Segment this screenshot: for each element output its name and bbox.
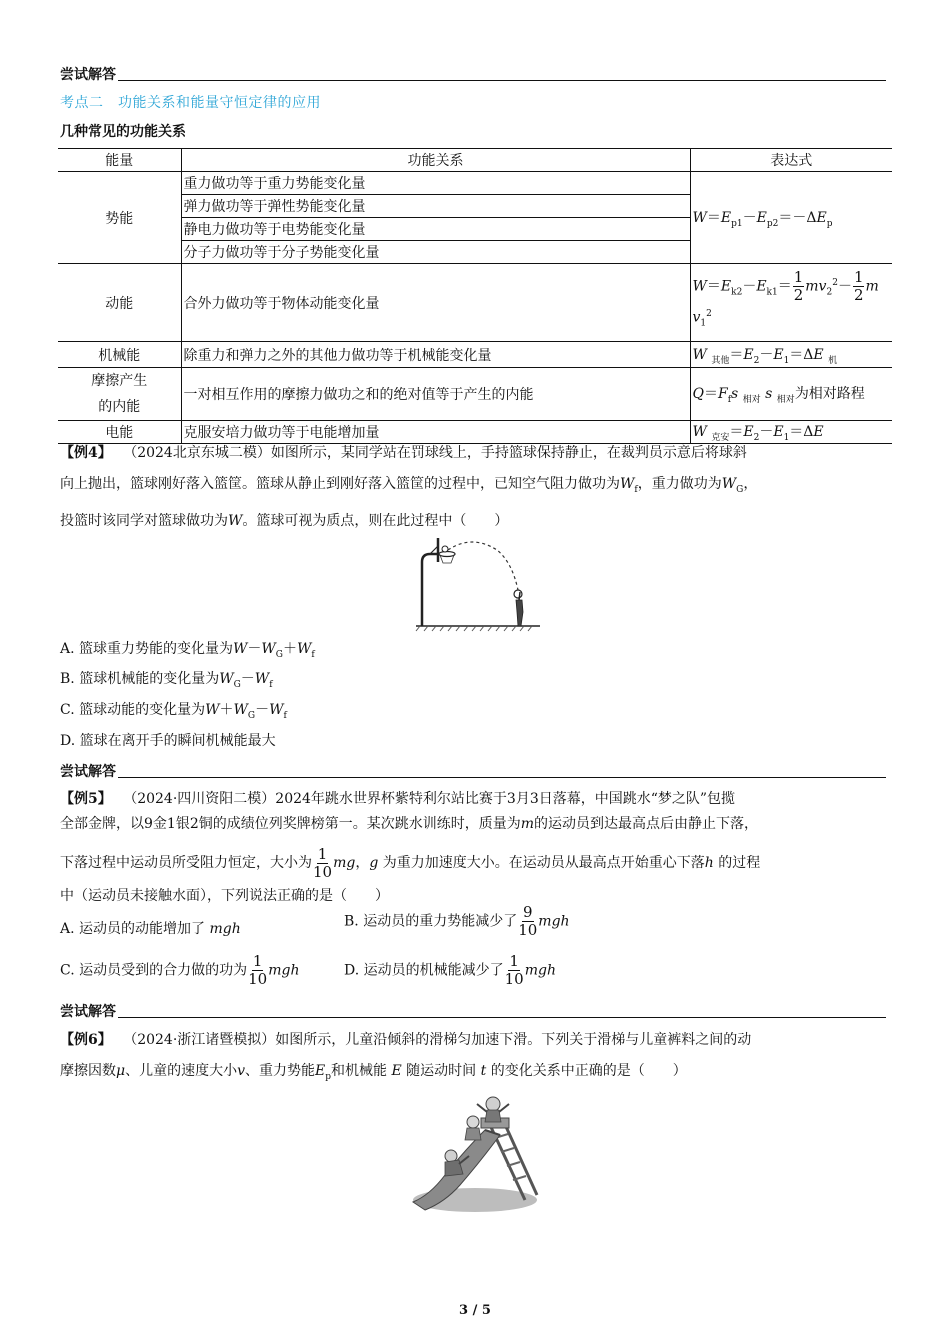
potential-label: 势能 <box>58 172 181 264</box>
relation-kinetic: 合外力做功等于物体动能变化量 <box>181 264 690 342</box>
answer-line-ex4[interactable]: 尝试解答 <box>60 761 886 781</box>
ex4-option-d[interactable]: D. 篮球在离开手的瞬间机械能最大 <box>60 733 276 749</box>
answer-line-ex5[interactable]: 尝试解答 <box>60 1001 886 1021</box>
relation-electric: 静电力做功等于电势能变化量 <box>181 218 690 241</box>
mechanical-expression: W $_{其他}=E_2-E_1=\Delta E$ $_机$ <box>690 342 892 368</box>
friction-label: 摩擦产生 的内能 <box>58 368 181 421</box>
ex5-option-d[interactable]: D. 运动员的机械能减少了 $\frac{1}{10}$ mgh <box>344 952 556 988</box>
relation-mechanical: 除重力和弹力之外的其他力做功等于机械能变化量 <box>181 342 690 368</box>
relation-molecular: 分子力做功等于分子势能变化量 <box>181 241 690 264</box>
example-5: 【例5】 （2024·四川资阳二模）2024年跳水世界杯紫特利尔站比赛于3月3日落幕，中国跳水“梦之队”包揽 全部金牌，以9金1银2铜的成绩位列奖牌榜第一。某次跳水训练时，质量为m的运动员到达最高点后由静止下落， 下落过程中运动员所受阻力恒定，大小为 $\frac{1}{10}$ mg，g 为重力加速度大小。在运动员从最高点开始重心下落h 的过程 中（运动员未接触水面），下列说法正确的是（ ） <box>60 791 761 904</box>
ex4-option-a[interactable]: A. 篮球重力势能的变化量为$W-W_G+W_f$ <box>60 641 315 660</box>
header-expression: 表达式 <box>690 149 892 172</box>
subheading: 几种常见的功能关系 <box>60 124 186 140</box>
electric-expression: W $_{克安}=E_2-E_1=\Delta E$ <box>690 421 892 444</box>
work-energy-table <box>58 148 892 444</box>
friction-expression: $Q=F_fs$ $_{相对}$ s $_{相对}$为相对路程 <box>690 368 892 421</box>
kinetic-label: 动能 <box>58 264 181 342</box>
ex5-option-a[interactable]: A. 运动员的动能增加了 mgh <box>60 921 241 937</box>
section-title: 考点二 功能关系和能量守恒定律的应用 <box>60 95 321 111</box>
page-number: 3 / 5 <box>459 1303 491 1318</box>
kinetic-expression: $W=E_{k2}-E_{k1}=$ $\frac{1}{2}$ $mv_2^2-$ $\frac{1}{2}$ m $v_1^2$ <box>690 264 892 342</box>
answer-line-top[interactable] <box>60 64 886 84</box>
header-relation: 功能关系 <box>181 149 690 172</box>
ex5-option-c[interactable]: C. 运动员受到的合力做的功为 $\frac{1}{10}$ mgh <box>60 952 300 988</box>
example-4: 【例4】 （2024北京东城二模）如图所示，某同学站在罚球线上，手持篮球保持静止，在裁判员示意后将球斜 向上抛出，篮球刚好落入篮筐。篮球从静止到刚好落入篮筐的过程中，已知空气阻力做功为$W_f$，重力做功为$W_G$， 投篮时该同学对篮球做功为W。篮球可视为质点，则在此过程中（ ） <box>60 445 758 529</box>
electric-label: 电能 <box>58 421 181 444</box>
relation-gravity: 重力做功等于重力势能变化量 <box>181 172 690 195</box>
ex4-option-b[interactable]: B. 篮球机械能的变化量为$W_G-W_f$ <box>60 671 273 690</box>
relation-friction: 一对相互作用的摩擦力做功之和的绝对值等于产生的内能 <box>181 368 690 421</box>
potential-expression: $W=E_{p1}-E_{p2}=-\Delta E_p$ <box>690 172 892 264</box>
relation-ampere: 克服安培力做功等于电能增加量 <box>181 421 690 444</box>
relation-elastic: 弹力做功等于弹性势能变化量 <box>181 195 690 218</box>
answer-label: 尝试解答 <box>60 67 116 83</box>
ex4-option-c[interactable]: C. 篮球动能的变化量为$W+W_G-W_f$ <box>60 702 287 721</box>
ex5-option-b[interactable]: B. 运动员的重力势能减少了 $\frac{9}{10}$ mgh <box>344 903 570 939</box>
example-6: 【例6】 （2024·浙江诸暨模拟）如图所示，儿童沿倾斜的滑梯匀加速下滑。下列关于滑梯与儿童裤料之间的动 摩擦因数μ、儿童的速度大小v、重力势能$E_p$和机械能 E 随运动时间 t 的变化关系中正确的是（ ） <box>60 1032 752 1082</box>
header-energy: 能量 <box>58 149 181 172</box>
mechanical-label: 机械能 <box>58 342 181 368</box>
basketball-figure <box>412 532 542 632</box>
slide-figure <box>405 1090 545 1215</box>
